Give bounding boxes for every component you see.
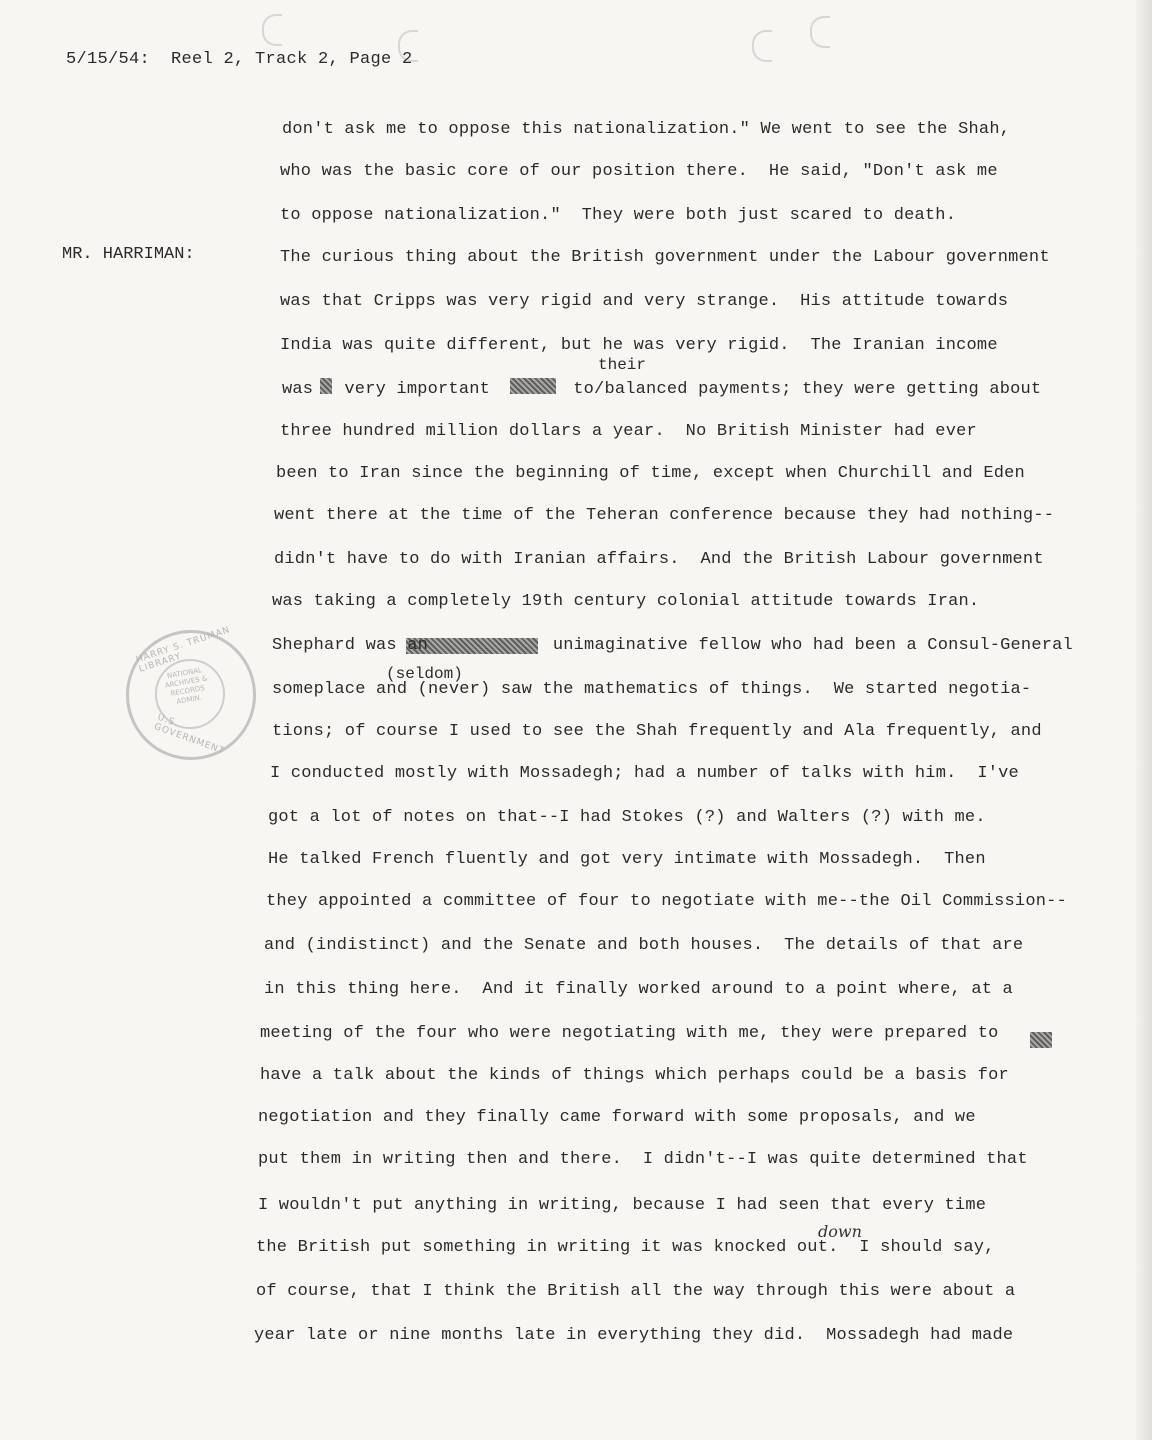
transcript-line: who was the basic core of our position there. He said, "Don't ask me	[280, 162, 998, 181]
transcript-line: have a talk about the kinds of things which perhaps could be a basis for	[260, 1066, 1009, 1085]
transcript-line: year late or nine months late in everything they did. Mossadegh had made	[254, 1326, 1014, 1345]
transcript-line: in this thing here. And it finally worked around to a point where, at a	[264, 980, 1013, 999]
transcript-line: the British put something in writing it was knocked out. I should say,	[256, 1238, 995, 1257]
transcript-line: didn't have to do with Iranian affairs. And the British Labour government	[274, 550, 1044, 569]
speaker-label: MR. HARRIMAN:	[62, 245, 195, 264]
transcript-line: went there at the time of the Teheran conference because they had nothing--	[274, 506, 1055, 525]
interlinear-seldom: (seldom)	[386, 665, 463, 683]
punch-hole-mark	[810, 16, 830, 48]
transcript-line: India was quite different, but he was very rigid. The Iranian income	[280, 336, 998, 355]
transcript-line: tions; of course I used to see the Shah frequently and Ala frequently, and	[272, 722, 1042, 741]
page-header: 5/15/54: Reel 2, Track 2, Page 2	[66, 50, 413, 69]
transcript-line: was very important to/balanced payments; they were getting about	[282, 380, 1042, 399]
punch-hole-mark	[752, 30, 772, 62]
interlinear-their: their	[598, 356, 647, 374]
transcript-line: was that Cripps was very rigid and very strange. His attitude towards	[280, 292, 1009, 311]
transcript-line: Shephard was an unimaginative fellow who had been a Consul-General	[272, 636, 1073, 655]
transcript-line: put them in writing then and there. I didn't--I was quite determined that	[258, 1150, 1028, 1169]
transcript-line: someplace and (never) saw the mathematics of things. We started negotia-	[272, 680, 1032, 699]
transcript-line: I wouldn't put anything in writing, because I had seen that every time	[258, 1196, 987, 1215]
library-stamp: HARRY S. TRUMAN LIBRARY NATIONAL ARCHIVES & RECORDS ADMIN. U.S. GOVERNMENT	[126, 630, 256, 760]
transcript-line: meeting of the four who were negotiating with me, they were prepared to	[260, 1024, 999, 1043]
strikeout-mark	[1030, 1032, 1052, 1048]
transcript-line: they appointed a committee of four to negotiate with me--the Oil Commission--	[266, 892, 1067, 911]
handwritten-down: down	[818, 1222, 862, 1241]
transcript-line: I conducted mostly with Mossadegh; had a number of talks with him. I've	[270, 764, 1019, 783]
transcript-line: negotiation and they finally came forward with some proposals, and we	[258, 1108, 976, 1127]
transcript-line: don't ask me to oppose this nationalization." We went to see the Shah,	[282, 120, 1011, 139]
transcript-line: got a lot of notes on that--I had Stokes (?) and Walters (?) with me.	[268, 808, 986, 827]
transcript-line: of course, that I think the British all the way through this were about a	[256, 1282, 1016, 1301]
punch-hole-mark	[262, 14, 282, 46]
transcript-line: The curious thing about the British government under the Labour government	[280, 248, 1050, 267]
transcript-line: He talked French fluently and got very intimate with Mossadegh. Then	[268, 850, 986, 869]
transcript-line: was taking a completely 19th century colonial attitude towards Iran.	[272, 592, 980, 611]
transcript-line: three hundred million dollars a year. No British Minister had ever	[280, 422, 977, 441]
transcript-line: been to Iran since the beginning of time, except when Churchill and Eden	[276, 464, 1025, 483]
page-edge-shadow	[1134, 0, 1152, 1440]
transcript-line: to oppose nationalization." They were both just scared to death.	[280, 206, 957, 225]
transcript-line: and (indistinct) and the Senate and both houses. The details of that are	[264, 936, 1024, 955]
